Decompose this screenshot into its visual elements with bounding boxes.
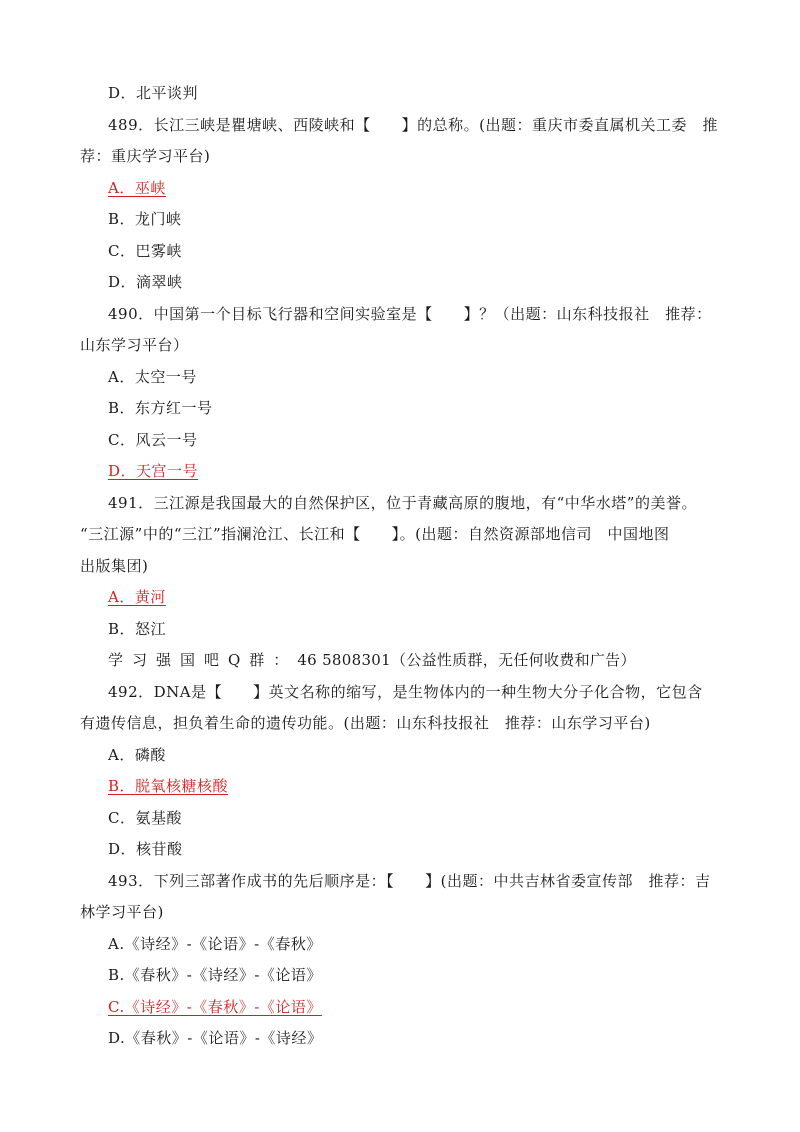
line-text: A．磷酸 — [108, 745, 166, 764]
answer-option-q492-b — [80, 771, 720, 803]
line-text: 荐：重庆学习平台) — [80, 147, 211, 165]
question-text-q492-cont — [80, 708, 720, 740]
line-text: 林学习平台) — [80, 903, 164, 921]
line-text: 489．长江三峡是瞿塘峡、西陵峡和【 】的总称。(出题：重庆市委直属机关工委 推 — [108, 115, 718, 134]
answer-option-q493-c — [80, 992, 720, 1024]
question-text-q490 — [80, 299, 720, 331]
answer-option-q493-a — [80, 929, 720, 961]
line-text: B．脱氧核糖核酸 — [108, 777, 229, 795]
line-text: D．滴翠峡 — [108, 273, 183, 291]
answer-option-q493-b — [80, 960, 720, 992]
line-text: A．黄河 — [108, 588, 166, 606]
answer-option-q490-c — [80, 425, 720, 457]
group-number: 46 5808301（公益性质群，无任何收费和广告） — [297, 651, 636, 669]
answer-option-q491-a — [80, 582, 720, 614]
line-text: B.《春秋》-《诗经》-《论语》 — [108, 966, 322, 984]
line-text: “三江源”中的“三江”指澜沧江、长江和【 】。(出题：自然资源部地信司 中国地图 — [80, 525, 670, 543]
line-text: 有遗传信息，担负着生命的遗传功能。(出题：山东科技报社 推荐：山东学习平台) — [80, 714, 651, 732]
answer-option-q489-d — [80, 267, 720, 299]
line-text: B．龙门峡 — [108, 210, 182, 228]
question-text-q493 — [80, 866, 720, 898]
line-text: D．北平谈判 — [108, 84, 199, 102]
line-text: 出版集团) — [80, 556, 149, 575]
line-text: 山东学习平台） — [80, 336, 189, 354]
question-text-q490-cont — [80, 330, 720, 362]
answer-option-q489-b — [80, 204, 720, 236]
answer-option-q489-a — [80, 173, 720, 205]
answer-option-q490-b — [80, 393, 720, 425]
line-text: C.《诗经》-《春秋》-《论语》 — [108, 997, 322, 1016]
answer-option-q492-d — [80, 834, 720, 866]
question-text-q491 — [80, 488, 720, 520]
question-text-q491-cont2 — [80, 551, 720, 583]
answer-option-prev-opt-d — [80, 78, 720, 110]
line-text: 490．中国第一个目标飞行器和空间实验室是【 】？（出题：山东科技报社 推荐： — [108, 304, 712, 323]
answer-option-q493-d — [80, 1023, 720, 1055]
line-text: D．天宫一号 — [108, 462, 199, 480]
line-text: B．怒江 — [108, 619, 167, 638]
line-text: C．风云一号 — [108, 430, 198, 449]
line-text: 493．下列三部著作成书的先后顺序是：【 】(出题：中共吉林省委宣传部 推荐：吉 — [108, 871, 711, 890]
line-text: D.《春秋》-《论语》-《诗经》 — [108, 1029, 323, 1047]
line-text: B．东方红一号 — [108, 399, 213, 417]
answer-option-q492-a — [80, 740, 720, 772]
question-text-q493-cont — [80, 897, 720, 929]
line-text: C．氨基酸 — [108, 808, 182, 827]
question-text-q489-cont — [80, 141, 720, 173]
line-text: C．巴雾峡 — [108, 241, 182, 260]
group-label: 学习强国吧Q群： — [108, 651, 298, 669]
question-text-q491-cont1 — [80, 519, 720, 551]
line-text: D．核苷酸 — [108, 840, 183, 858]
answer-option-q492-c — [80, 803, 720, 835]
line-text: A.《诗经》-《论语》-《春秋》 — [108, 934, 322, 953]
question-text-q489 — [80, 110, 720, 142]
answer-option-q490-d — [80, 456, 720, 488]
answer-option-q490-a — [80, 362, 720, 394]
line-text: 492．DNA是【 】英文名称的缩写，是生物体内的一种生物大分子化合物，它包含 — [108, 682, 703, 701]
line-text: A．巫峡 — [108, 178, 166, 197]
group-notice-ad — [80, 645, 720, 677]
question-text-q492 — [80, 677, 720, 709]
line-text: 491．三江源是我国最大的自然保护区，位于青藏高原的腹地，有“中华水塔”的美誉。 — [108, 493, 697, 512]
answer-option-q491-b — [80, 614, 720, 646]
answer-option-q489-c — [80, 236, 720, 268]
line-text: A．太空一号 — [108, 367, 197, 386]
